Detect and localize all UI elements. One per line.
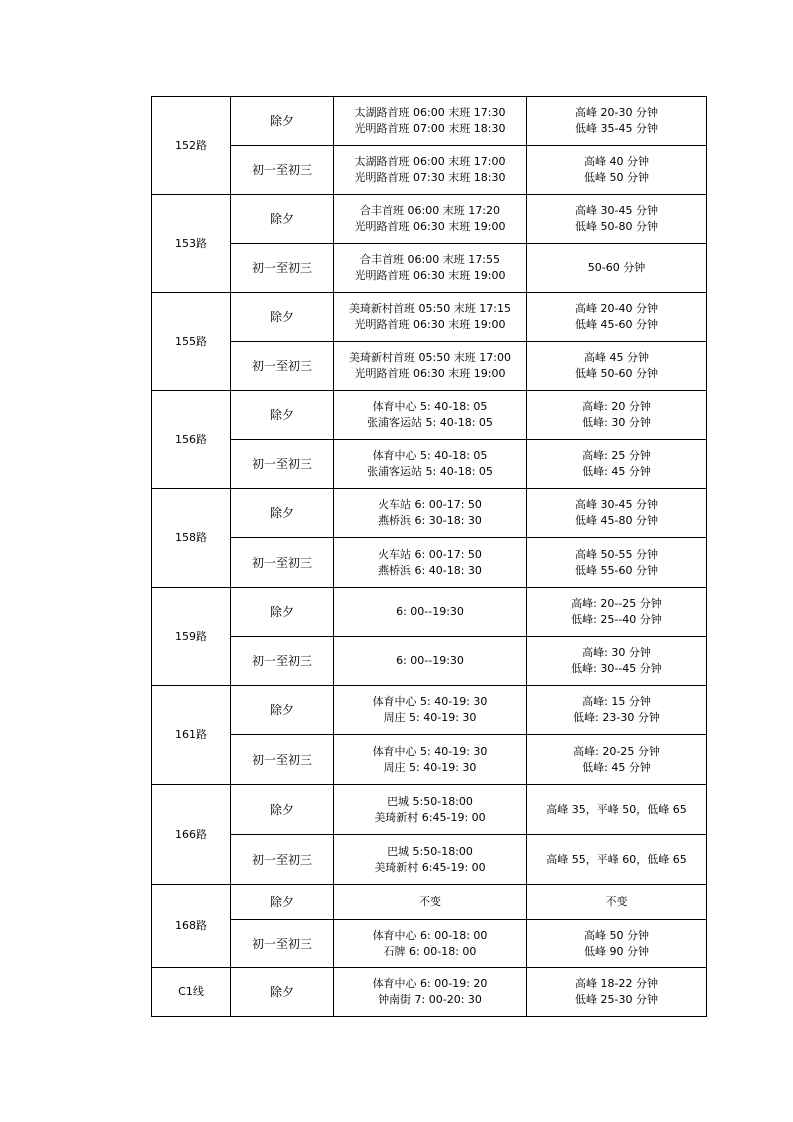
table-row (152, 538, 707, 588)
operating-hours-line: 合丰首班 06:00 末班 17:20 (360, 204, 500, 217)
table-row (152, 920, 707, 968)
operating-hours-line: 太湖路首班 06:00 末班 17:30 (354, 106, 506, 119)
service-period-cell: 初一至初三 (231, 920, 334, 968)
frequency-line: 低峰: 45 分钟 (582, 465, 651, 478)
frequency-line: 高峰: 25 分钟 (582, 449, 651, 462)
operating-hours-line: 6: 00--19:30 (396, 605, 464, 618)
operating-hours-line: 美琦新村 6:45-19: 00 (374, 860, 486, 874)
frequency-line: 低峰: 30--45 分钟 (571, 662, 662, 675)
operating-hours-cell (334, 391, 527, 440)
operating-hours-line: 不变 (419, 895, 441, 908)
operating-hours-line: 钟南街 7: 00-20: 30 (378, 993, 482, 1006)
operating-hours-line: 合丰首班 06:00 末班 17:55 (360, 253, 500, 266)
operating-hours-cell (334, 538, 527, 588)
table-row (152, 588, 707, 637)
operating-hours-line: 美琦新村首班 05:50 末班 17:00 (349, 351, 511, 364)
operating-hours-line: 体育中心 6: 00-18: 00 (372, 928, 488, 942)
frequency-line: 低峰 90 分钟 (584, 944, 649, 958)
operating-hours-line: 张浦客运站 5: 40-18: 05 (367, 416, 493, 429)
route-name-cell: 156路 (152, 391, 231, 489)
operating-hours-line: 光明路首班 06:30 末班 19:00 (354, 318, 506, 331)
frequency-line: 低峰 45-80 分钟 (575, 514, 658, 527)
operating-hours-line: 周庄 5: 40-19: 30 (383, 760, 477, 774)
frequency-line: 高峰: 15 分钟 (582, 695, 651, 708)
route-name-cell: 166路 (152, 785, 231, 885)
operating-hours-cell (334, 588, 527, 637)
table-row (152, 885, 707, 920)
table-row (152, 489, 707, 538)
operating-hours-cell (334, 489, 527, 538)
schedule-body (152, 97, 707, 1017)
frequency-line: 低峰: 45 分钟 (582, 760, 651, 774)
operating-hours-cell (334, 637, 527, 686)
operating-hours-line: 光明路首班 06:30 末班 19:00 (354, 269, 506, 282)
frequency-cell (527, 146, 707, 195)
table-row (152, 195, 707, 244)
frequency-cell (527, 293, 707, 342)
table-row (152, 342, 707, 391)
operating-hours-cell (334, 785, 527, 835)
frequency-line: 高峰 20-40 分钟 (575, 302, 658, 315)
operating-hours-line: 体育中心 5: 40-19: 30 (372, 695, 488, 708)
service-period-cell: 初一至初三 (231, 244, 334, 293)
route-name-cell: 159路 (152, 588, 231, 686)
frequency-line: 高峰 50-55 分钟 (575, 547, 658, 561)
service-period-cell: 除夕 (231, 968, 334, 1017)
frequency-line: 高峰 45 分钟 (584, 351, 649, 364)
operating-hours-cell (334, 920, 527, 968)
frequency-line: 低峰 50 分钟 (584, 171, 649, 184)
operating-hours-line: 火车站 6: 00-17: 50 (378, 547, 482, 561)
operating-hours-cell (334, 195, 527, 244)
frequency-line: 高峰: 20 分钟 (582, 400, 651, 413)
frequency-line: 高峰 50 分钟 (584, 928, 649, 942)
operating-hours-cell (334, 97, 527, 146)
frequency-cell (527, 538, 707, 588)
frequency-line: 低峰 55-60 分钟 (575, 563, 658, 577)
operating-hours-line: 体育中心 5: 40-19: 30 (372, 744, 488, 758)
frequency-line: 50-60 分钟 (587, 261, 646, 274)
table-row (152, 835, 707, 885)
operating-hours-cell (334, 146, 527, 195)
frequency-cell (527, 342, 707, 391)
operating-hours-line: 巴城 5:50-18:00 (387, 844, 473, 858)
operating-hours-cell (334, 686, 527, 735)
operating-hours-cell (334, 968, 527, 1017)
table-row (152, 293, 707, 342)
route-name-cell: 155路 (152, 293, 231, 391)
service-period-cell: 除夕 (231, 293, 334, 342)
route-name-cell: 152路 (152, 97, 231, 195)
frequency-cell (527, 391, 707, 440)
frequency-cell (527, 195, 707, 244)
frequency-cell (527, 968, 707, 1017)
service-period-cell: 除夕 (231, 391, 334, 440)
operating-hours-line: 石牌 6: 00-18: 00 (383, 944, 477, 958)
operating-hours-cell (334, 835, 527, 885)
frequency-line: 高峰 30-45 分钟 (575, 498, 658, 511)
frequency-cell (527, 686, 707, 735)
frequency-line: 低峰 35-45 分钟 (575, 122, 658, 135)
operating-hours-line: 燕桥浜 6: 40-18: 30 (378, 563, 482, 577)
service-period-cell: 除夕 (231, 686, 334, 735)
frequency-line: 高峰 18-22 分钟 (575, 977, 658, 990)
operating-hours-cell (334, 735, 527, 785)
operating-hours-line: 光明路首班 06:30 末班 19:00 (354, 367, 506, 380)
frequency-cell (527, 785, 707, 835)
route-name-cell: 158路 (152, 489, 231, 588)
operating-hours-line: 美琦新村首班 05:50 末班 17:15 (349, 302, 511, 315)
table-row (152, 785, 707, 835)
table-row (152, 735, 707, 785)
frequency-cell (527, 835, 707, 885)
operating-hours-line: 张浦客运站 5: 40-18: 05 (367, 465, 493, 478)
route-name-cell: 168路 (152, 885, 231, 968)
frequency-line: 不变 (605, 895, 628, 908)
frequency-line: 高峰: 20-25 分钟 (573, 744, 660, 758)
frequency-line: 高峰 30-45 分钟 (575, 204, 658, 217)
frequency-cell (527, 885, 707, 920)
frequency-line: 高峰 35，平峰 50，低峰 65 (546, 802, 687, 816)
operating-hours-line: 光明路首班 07:00 末班 18:30 (354, 122, 506, 135)
operating-hours-line: 光明路首班 06:30 末班 19:00 (354, 220, 506, 233)
operating-hours-line: 6: 00--19:30 (396, 654, 464, 667)
service-period-cell: 初一至初三 (231, 835, 334, 885)
service-period-cell: 初一至初三 (231, 735, 334, 785)
table-row (152, 440, 707, 489)
route-name-cell: C1线 (152, 968, 231, 1017)
operating-hours-line: 巴城 5:50-18:00 (387, 794, 473, 808)
frequency-line: 高峰 40 分钟 (584, 155, 649, 168)
frequency-line: 高峰 55，平峰 60，低峰 65 (546, 852, 687, 866)
table-row (152, 637, 707, 686)
frequency-cell (527, 637, 707, 686)
frequency-line: 高峰 20-30 分钟 (575, 106, 658, 119)
frequency-line: 高峰: 20--25 分钟 (571, 597, 662, 610)
table-row (152, 244, 707, 293)
frequency-cell (527, 440, 707, 489)
frequency-cell (527, 97, 707, 146)
operating-hours-cell (334, 440, 527, 489)
service-period-cell: 初一至初三 (231, 146, 334, 195)
operating-hours-line: 周庄 5: 40-19: 30 (383, 711, 477, 724)
frequency-cell (527, 735, 707, 785)
service-period-cell: 除夕 (231, 785, 334, 835)
service-period-cell: 除夕 (231, 588, 334, 637)
table-row (152, 391, 707, 440)
operating-hours-cell (334, 244, 527, 293)
frequency-line: 低峰: 25--40 分钟 (571, 613, 662, 626)
service-period-cell: 初一至初三 (231, 538, 334, 588)
frequency-cell (527, 489, 707, 538)
frequency-line: 低峰 45-60 分钟 (575, 318, 658, 331)
operating-hours-line: 体育中心 6: 00-19: 20 (372, 977, 488, 990)
operating-hours-line: 光明路首班 07:30 末班 18:30 (354, 171, 506, 184)
operating-hours-line: 体育中心 5: 40-18: 05 (372, 400, 488, 413)
operating-hours-line: 美琦新村 6:45-19: 00 (374, 810, 486, 824)
frequency-cell (527, 244, 707, 293)
table-row (152, 686, 707, 735)
frequency-cell (527, 920, 707, 968)
bus-schedule-table (151, 96, 707, 1017)
operating-hours-line: 火车站 6: 00-17: 50 (378, 498, 482, 511)
operating-hours-cell (334, 342, 527, 391)
operating-hours-cell (334, 293, 527, 342)
route-name-cell: 161路 (152, 686, 231, 785)
operating-hours-line: 太湖路首班 06:00 末班 17:00 (354, 155, 506, 168)
frequency-cell (527, 588, 707, 637)
frequency-line: 低峰 50-80 分钟 (575, 220, 658, 233)
service-period-cell: 除夕 (231, 489, 334, 538)
service-period-cell: 初一至初三 (231, 440, 334, 489)
service-period-cell: 除夕 (231, 885, 334, 920)
service-period-cell: 初一至初三 (231, 342, 334, 391)
frequency-line: 低峰: 23-30 分钟 (573, 711, 660, 724)
service-period-cell: 初一至初三 (231, 637, 334, 686)
operating-hours-line: 体育中心 5: 40-18: 05 (372, 449, 488, 462)
service-period-cell: 除夕 (231, 195, 334, 244)
route-name-cell: 153路 (152, 195, 231, 293)
service-period-cell: 除夕 (231, 97, 334, 146)
table-row (152, 97, 707, 146)
frequency-line: 高峰: 30 分钟 (582, 646, 651, 659)
operating-hours-cell (334, 885, 527, 920)
table-row (152, 968, 707, 1017)
frequency-line: 低峰: 30 分钟 (582, 416, 651, 429)
operating-hours-line: 燕桥浜 6: 30-18: 30 (378, 514, 482, 527)
table-row (152, 146, 707, 195)
frequency-line: 低峰 25-30 分钟 (575, 993, 658, 1006)
frequency-line: 低峰 50-60 分钟 (575, 367, 658, 380)
